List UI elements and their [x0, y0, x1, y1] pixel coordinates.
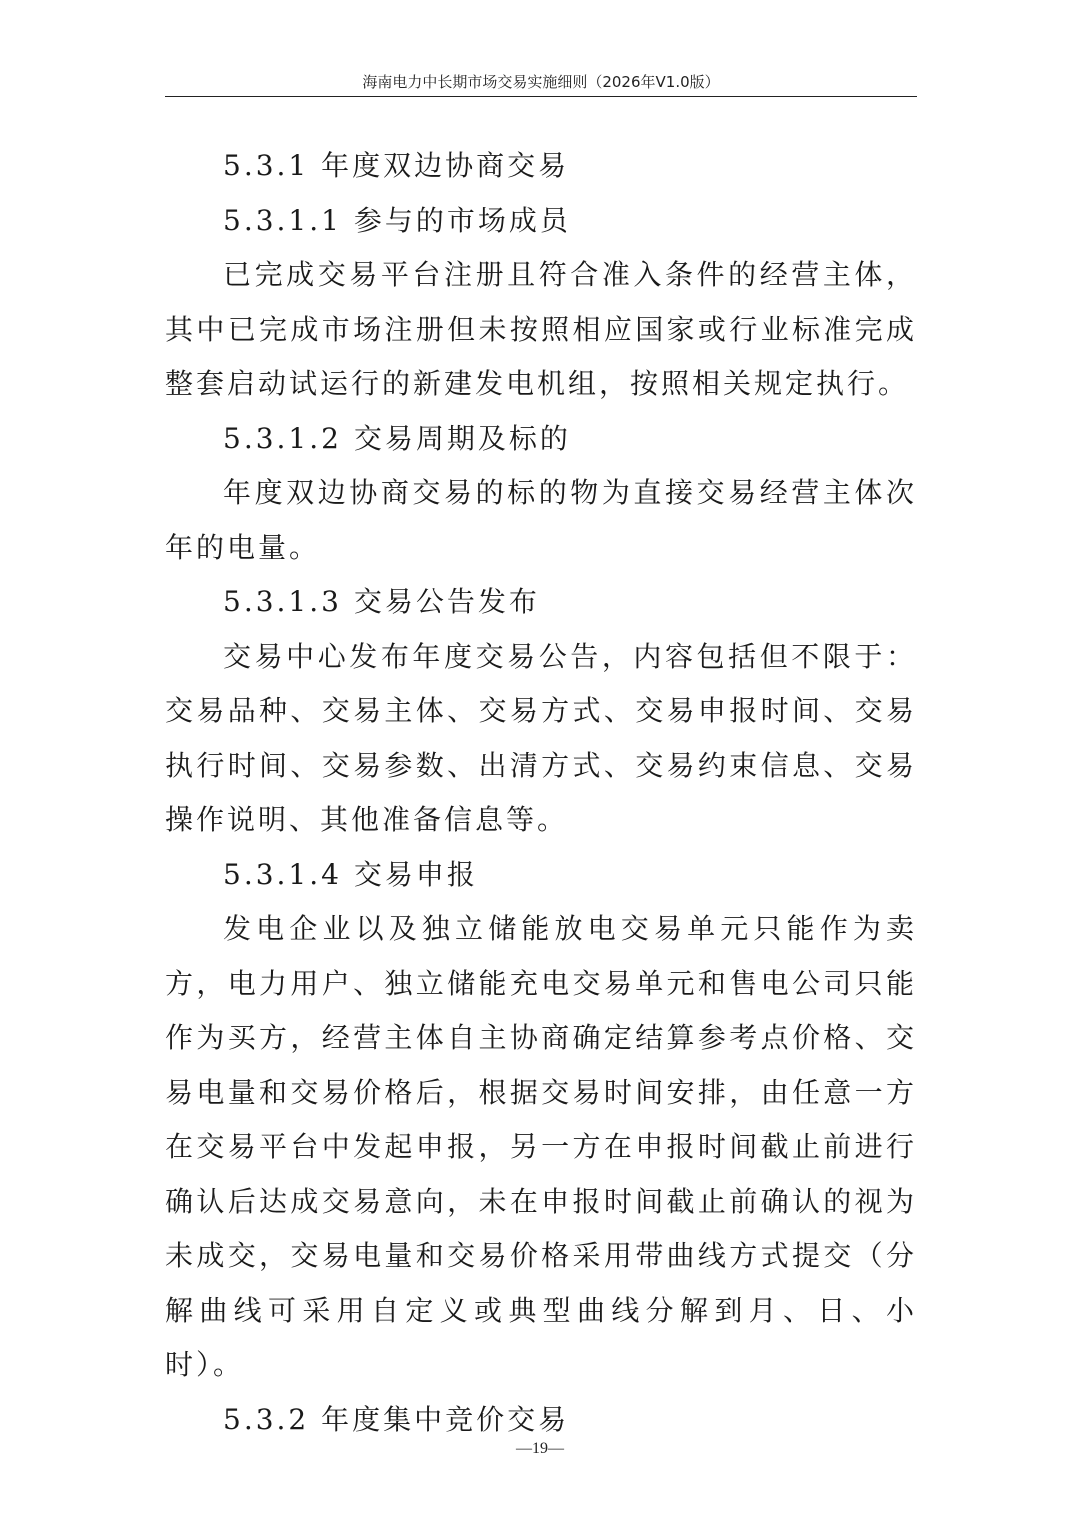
page-number: —19— [516, 1440, 564, 1457]
heading-5-3-1-2: 5.3.1.2 交易周期及标的 [223, 421, 571, 455]
paragraph-declaration: 发电企业以及独立储能放电交易单元只能作为卖方，电力用户、独立储能充电交易单元和售电公司只能作为买方，经营主体自主协商确定结算参考点价格、交易电量和交易价格后，根据交易时间安排，由任意一方在交易平台中发起申报，另一方在申报时间截止前进行确认后达成交易意向，未在申报时间截止前确认的视为未成交，交易电量和交易价格采用带曲线方式提交（分解曲线可采用自定义或典型曲线分解到月、日、小时）。 [165, 912, 917, 1381]
heading-5-3-1: 5.3.1 年度双边协商交易 [223, 149, 570, 182]
heading-5-3-2: 5.3.2 年度集中竞价交易 [223, 1402, 570, 1436]
document-body [165, 139, 917, 1447]
heading-5-3-1-3: 5.3.1.3 交易公告发布 [223, 585, 540, 618]
header-rule [165, 96, 917, 97]
heading-5-3-1-4: 5.3.1.4 交易申报 [223, 857, 478, 891]
running-header: 海南电力中长期市场交易实施细则（2026年V1.0版） [362, 73, 720, 91]
paragraph-trading-period: 年度双边协商交易的标的物为直接交易经营主体次年的电量。 [165, 476, 917, 564]
paragraph-announcement: 交易中心发布年度交易公告，内容包括但不限于：交易品种、交易主体、交易方式、交易申报时间、交易执行时间、交易参数、出清方式、交易约束信息、交易操作说明、其他准备信息等。 [165, 639, 917, 836]
paragraph-market-members: 已完成交易平台注册且符合准入条件的经营主体，其中已完成市场注册但未按照相应国家或行业标准完成整套启动试运行的新建发电机组，按照相关规定执行。 [165, 258, 917, 400]
heading-5-3-1-1: 5.3.1.1 参与的市场成员 [223, 203, 571, 237]
